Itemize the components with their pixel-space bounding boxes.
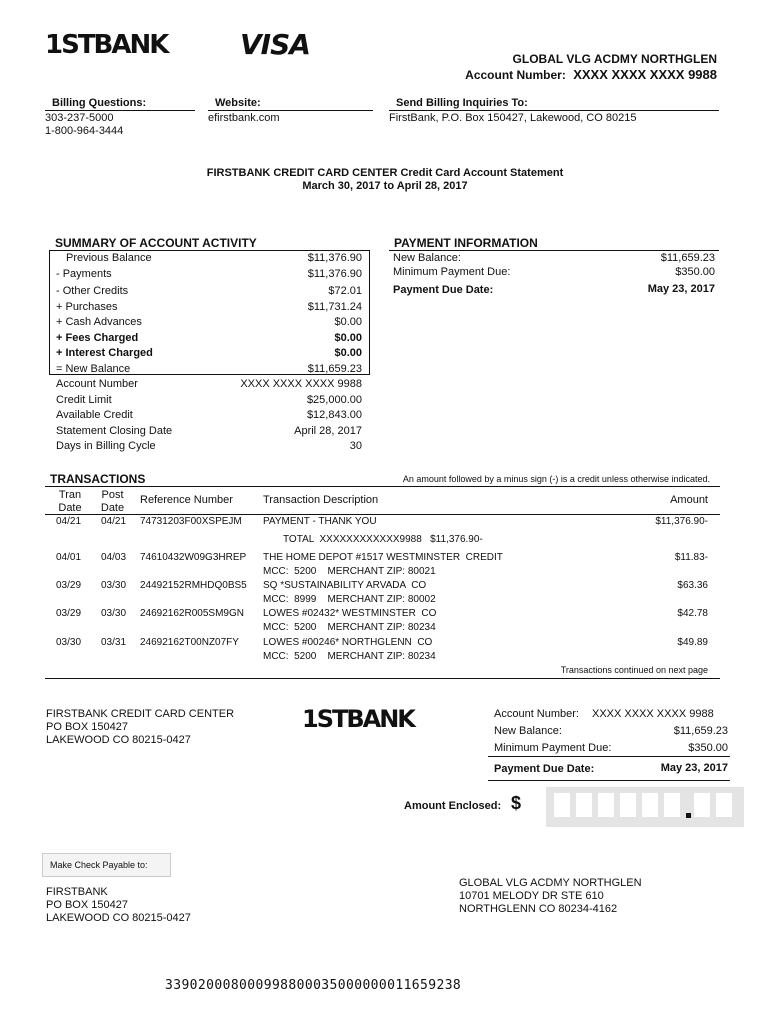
payee-name: FIRSTBANK — [46, 886, 108, 898]
coupon-center-name: FIRSTBANK CREDIT CARD CENTER — [46, 708, 235, 720]
txn-description: MCC: 5200 MERCHANT ZIP: 80021 — [263, 566, 436, 577]
txn-description: MCC: 5200 MERCHANT ZIP: 80234 — [263, 651, 436, 662]
billing-questions-label: Billing Questions: — [52, 97, 147, 109]
coupon-new-balance: $11,659.23 — [673, 725, 728, 737]
table-row — [0, 566, 770, 580]
table-row — [0, 516, 770, 530]
coupon-center-city: LAKEWOOD CO 80215-0427 — [46, 734, 191, 746]
payment-new-balance: $11,659.23 — [660, 252, 715, 264]
statement-period: March 30, 2017 to April 28, 2017 — [302, 180, 468, 192]
summary-label: Previous Balance — [66, 252, 152, 264]
summary-label: = New Balance — [56, 362, 131, 375]
account-name: GLOBAL VLG ACDMY NORTHGLEN — [512, 52, 717, 66]
dollar-sign: $ — [511, 793, 522, 813]
table-row — [0, 580, 770, 594]
summary-value: $11,376.90 — [307, 267, 362, 280]
txn-amount: $11,376.90- — [655, 516, 708, 527]
txn-description: TOTAL XXXXXXXXXXXX9988 $11,376.90- — [283, 534, 483, 545]
billing-phone-2: 1-800-964-3444 — [45, 125, 124, 137]
divider — [45, 486, 720, 487]
txn-reference: 24692162R005SM9GN — [140, 608, 244, 619]
txn-reference: 74610432W09G3HREP — [140, 552, 247, 563]
inquiries-label: Send Billing Inquiries To: — [396, 97, 528, 109]
summary-label: - Payments — [56, 267, 112, 280]
coupon-min-label: Minimum Payment Due: — [494, 742, 612, 754]
payment-min-value: $350.00 — [675, 266, 715, 278]
transactions-heading: TRANSACTIONS — [50, 472, 146, 486]
divider — [389, 250, 719, 251]
txn-tran-date: 04/21 — [56, 516, 82, 527]
summary-value: $0.00 — [334, 316, 362, 328]
txn-description: SQ *SUSTAINABILITY ARVADA CO — [263, 580, 427, 591]
txn-description: PAYMENT - THANK YOU — [263, 516, 377, 527]
amount-enclosed-field[interactable] — [546, 787, 744, 827]
summary-value: April 28, 2017 — [294, 424, 362, 437]
account-number-value: XXXX XXXX XXXX 9988 — [573, 67, 717, 82]
summary-label: + Purchases — [56, 300, 118, 313]
txn-post-date: 04/03 — [101, 552, 127, 563]
amount-digit-boxes — [546, 787, 744, 827]
table-row — [0, 534, 770, 548]
txn-post-date: 03/31 — [101, 637, 127, 648]
divider — [208, 110, 373, 111]
table-row — [0, 651, 770, 665]
summary-value: $11,376.90 — [307, 252, 362, 264]
summary-value: $11,659.23 — [307, 362, 362, 375]
txn-reference: 74731203F00XSPEJM — [140, 516, 242, 527]
summary-value: $72.01 — [328, 285, 362, 297]
table-row — [0, 637, 770, 651]
txn-description: MCC: 5200 MERCHANT ZIP: 80234 — [263, 622, 436, 633]
summary-value: $25,000.00 — [306, 393, 362, 406]
summary-label: + Cash Advances — [56, 316, 142, 328]
txn-amount: $49.89 — [677, 637, 708, 648]
coupon-due-label: Payment Due Date: — [494, 763, 595, 775]
txn-reference: 24692162T00NZ07FY — [140, 637, 239, 648]
bank-logo: 1STBANK — [45, 30, 168, 60]
customer-name: GLOBAL VLG ACDMY NORTHGLEN — [459, 877, 642, 889]
col-amount: Amount — [670, 494, 708, 506]
summary-value: 30 — [349, 440, 362, 452]
coupon-account-label: Account Number: — [494, 708, 579, 720]
payment-heading: PAYMENT INFORMATION — [394, 236, 538, 250]
payment-due-label: Payment Due Date: — [393, 284, 494, 296]
summary-label: Days in Billing Cycle — [56, 440, 156, 452]
col-reference: Reference Number — [140, 494, 233, 506]
payment-new-balance-label: New Balance: — [393, 252, 461, 264]
txn-description: LOWES #00246* NORTHGLENN CO — [263, 637, 433, 648]
account-number-label: Account Number: — [465, 68, 566, 82]
col-tran-date: Tran Date — [58, 489, 82, 514]
website-label: Website: — [215, 97, 261, 109]
amount-enclosed-label: Amount Enclosed: — [404, 800, 502, 812]
billing-phone-1: 303-237-5000 — [45, 112, 114, 124]
table-row — [0, 552, 770, 566]
summary-value: XXXX XXXX XXXX 9988 — [240, 378, 362, 390]
txn-tran-date: 03/29 — [56, 608, 82, 619]
payment-min-label: Minimum Payment Due: — [393, 266, 511, 278]
col-post-date: Post Date — [100, 489, 125, 514]
payee-box: PO BOX 150427 — [46, 899, 128, 911]
col-description: Transaction Description — [263, 494, 379, 506]
txn-amount: $42.78 — [677, 608, 708, 619]
summary-heading: SUMMARY OF ACCOUNT ACTIVITY — [55, 236, 257, 250]
txn-reference: 24492152RMHDQ0BS5 — [140, 580, 247, 591]
table-row — [0, 594, 770, 608]
summary-label: - Other Credits — [56, 285, 129, 297]
table-row — [0, 622, 770, 636]
txn-description: MCC: 8999 MERCHANT ZIP: 80002 — [263, 594, 436, 605]
payable-label: Make Check Payable to: — [42, 853, 171, 877]
txn-tran-date: 03/30 — [56, 637, 82, 648]
txn-tran-date: 03/29 — [56, 580, 82, 591]
txn-description: THE HOME DEPOT #1517 WESTMINSTER CREDIT — [263, 552, 503, 563]
summary-label: Available Credit — [56, 409, 133, 421]
inquiries-address: FirstBank, P.O. Box 150427, Lakewood, CO 80215 — [389, 112, 637, 124]
account-number-header — [317, 67, 717, 82]
statement-title: FIRSTBANK CREDIT CARD CENTER Credit Card Account Statement — [206, 167, 564, 179]
customer-street: 10701 MELODY DR STE 610 — [459, 890, 604, 902]
credit-note: An amount followed by a minus sign (-) is a credit unless otherwise indicated. — [402, 474, 710, 484]
summary-label: Statement Closing Date — [56, 424, 173, 437]
summary-value: $12,843.00 — [306, 409, 362, 421]
txn-post-date: 03/30 — [101, 580, 127, 591]
coupon-account-number: XXXX XXXX XXXX 9988 — [592, 708, 714, 720]
divider — [389, 110, 719, 111]
txn-tran-date: 04/01 — [56, 552, 82, 563]
divider — [45, 678, 720, 679]
coupon-min-value: $350.00 — [688, 742, 728, 754]
summary-label: Credit Limit — [56, 393, 112, 406]
customer-city: NORTHGLENN CO 80234-4162 — [459, 903, 618, 915]
txn-post-date: 04/21 — [101, 516, 127, 527]
summary-value: $0.00 — [334, 331, 362, 344]
summary-label: Account Number — [56, 378, 138, 390]
table-row — [0, 608, 770, 622]
coupon-due-date: May 23, 2017 — [660, 762, 728, 774]
coupon-center-box: PO BOX 150427 — [46, 721, 128, 733]
txn-post-date: 03/30 — [101, 608, 127, 619]
continued-note: Transactions continued on next page — [560, 665, 708, 675]
ocr-scanline: 339020008000998800035000000011659238 — [165, 978, 462, 993]
summary-value: $0.00 — [334, 347, 362, 359]
coupon-bank-logo: 1STBANK — [302, 705, 414, 733]
divider — [488, 756, 730, 757]
txn-amount: $63.36 — [677, 580, 708, 591]
txn-amount: $11.83- — [674, 552, 708, 563]
divider — [45, 110, 195, 111]
coupon-new-balance-label: New Balance: — [494, 725, 562, 737]
website-link[interactable]: efirstbank.com — [208, 112, 280, 124]
visa-logo: VISA — [240, 28, 310, 61]
summary-label: + Fees Charged — [56, 331, 139, 344]
divider — [45, 514, 720, 515]
payee-city: LAKEWOOD CO 80215-0427 — [46, 912, 191, 924]
summary-label: + Interest Charged — [56, 347, 153, 359]
txn-description: LOWES #02432* WESTMINSTER CO — [263, 608, 437, 619]
summary-value: $11,731.24 — [307, 300, 362, 313]
payment-due-date: May 23, 2017 — [647, 283, 715, 295]
divider — [488, 780, 730, 781]
